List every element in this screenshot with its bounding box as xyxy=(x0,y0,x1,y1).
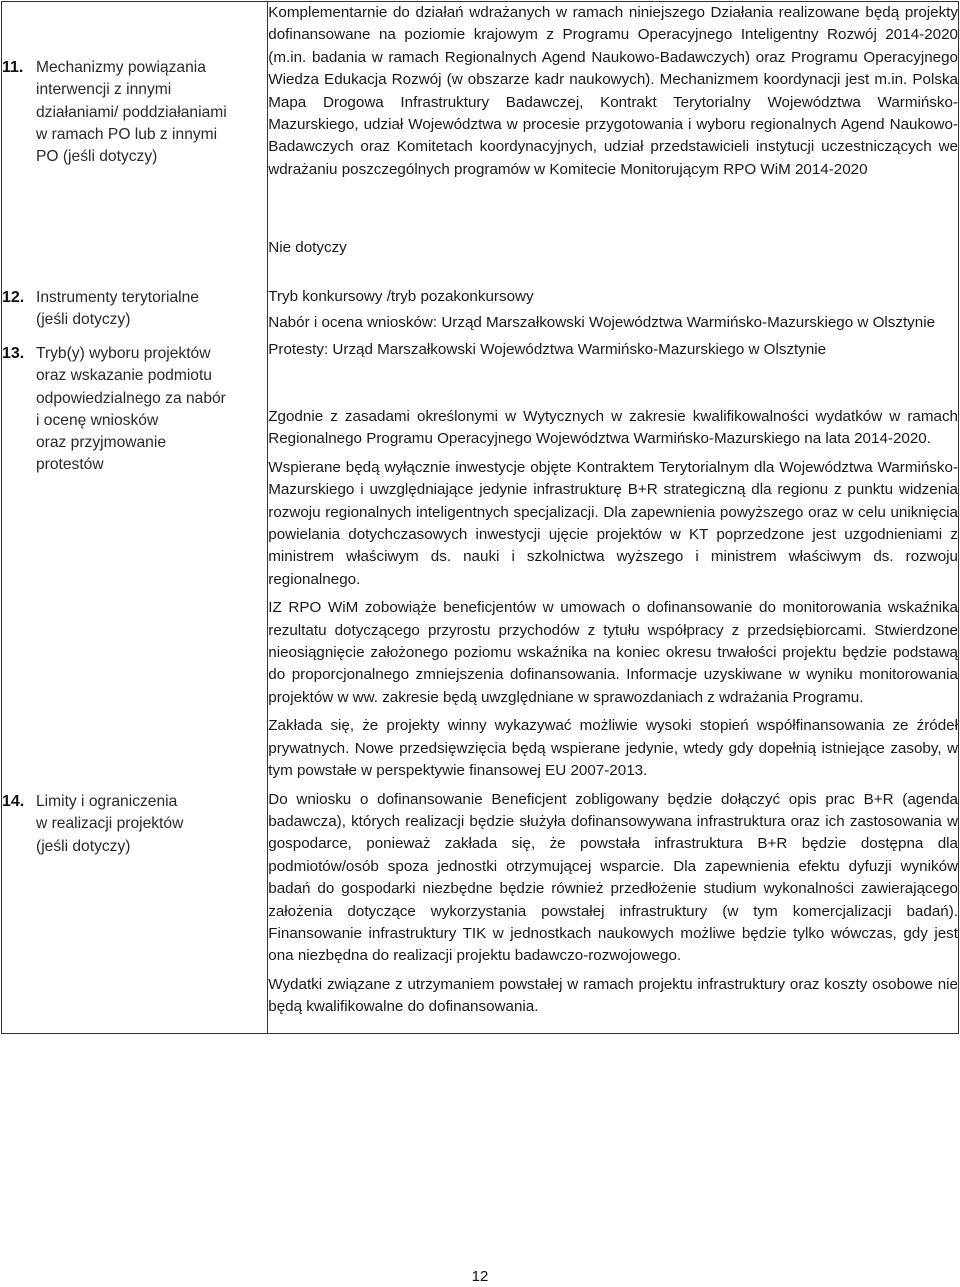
content-block-12 xyxy=(268,237,958,286)
paragraph: Zgodnie z zasadami określonymi w Wytycznych w zakresie kwalifikowalności wydatków w ramach Regionalnego Programu Operacyjnego Województwa Warmińsko-Mazurskiego na lata 2014-2020. xyxy=(268,408,958,448)
paragraph: Wspierane będą wyłącznie inwestycje objęte Kontraktem Terytorialnym dla Województwa Warmińsko-Mazurskiego i uwzględniające jedynie infrastrukturę B+R strategiczną dla regionu z punktu widzenia rozwoju regionalnych inteligentnych specjalizacji. Dla zapewnienia powyższego oraz w celu uniknięcia powielania dotychczasowych inwestycji ujęcie projektów w KT poprzedzone jest uzgodnieniami z ministrem właściwym ds. nauki i szkolnictwa wyższego i ministrem właściwym ds. rozwoju regionalnego. xyxy=(268,458,958,588)
item-number: 14. xyxy=(2,793,25,810)
table-row xyxy=(2,2,959,1034)
paragraph: Protesty: Urząd Marszałkowski Województwa Warmińsko-Mazurskiego w Olsztynie xyxy=(268,340,827,358)
item-number: 11. xyxy=(2,59,24,76)
item-label: Instrumenty terytorialne (jeśli dotyczy) xyxy=(36,289,199,329)
content-block-11 xyxy=(268,2,958,237)
paragraph: Wydatki związane z utrzymaniem powstałej w ramach projektu infrastruktury oraz koszty osobowe nie będą kwalifikowalne do dofinansowania. xyxy=(268,975,958,1016)
info-table xyxy=(1,1,959,1034)
paragraph: Nabór i ocena wniosków: Urząd Marszałkowski Województwa Warmińsko-Mazurskiego w Olsztynie xyxy=(268,314,936,332)
content-block-13 xyxy=(268,286,958,406)
row-labels-cell xyxy=(2,2,268,1034)
page-number: 12 xyxy=(471,1268,489,1285)
item-11 xyxy=(2,2,267,287)
item-14 xyxy=(2,791,267,858)
paragraph: Nie dotyczy xyxy=(268,239,347,256)
item-number: 12. xyxy=(2,289,25,306)
item-number: 13. xyxy=(2,345,25,362)
paragraph: Komplementarnie do działań wdrażanych w ramach niniejszego Działania realizowane będą projekty dofinansowane na poziomie krajowym z Programu Operacyjnego Inteligentny Rozwój 2014-2020 (m.in. badania w ramach Regionalnych Agend Naukowo-Badawczych) oraz Programu Operacyjnego Wiedza Edukacja Rozwój (w obszarze kadr naukowych). Mechanizmem koordynacji jest m.in. Polska Mapa Drogowa Infrastruktury Badawczej, Kontrakt Terytorialny Województwa Warmińsko-Mazurskiego, udział Województwa w procesie przygotowania i wyboru regionalnych Agend Naukowo-Badawczych oraz Komitetach koordynacyjnych, udział przedstawicieli instytucji uczestniczących we wdrażaniu poszczególnych programów w Komitecie Monitorującym RPO WiM 2014-2020 xyxy=(268,4,958,178)
row-content-cell xyxy=(268,2,959,1034)
paragraph: IZ RPO WiM zobowiąże beneficjentów w umowach o dofinansowanie do monitorowania wskaźnika rezultatu dotyczącego przyrostu przychodów z tytułu współpracy z przedsiębiorcami. Stwierdzone nieosiągnięcie założonego poziomu wskaźnika na koniec okresu trwałości projektu będzie podstawą do proporcjonalnego zmniejszenia dofinansowania. Informacje uzyskiwane w wyniku monitorowania projektów w ww. zakresie będą uwzględniane w sprawozdaniach z wdrażania Programu. xyxy=(268,599,958,706)
item-label: Mechanizmy powiązania interwencji z innymi działaniami/ poddziałaniami w ramach PO lub z innymi PO (jeśli dotyczy) xyxy=(36,59,227,166)
paragraph: Zakłada się, że projekty winny wykazywać możliwie wysoki stopień współfinansowania ze źródeł prywatnych. Nowe przedsięwzięcia będą wspierane jedynie, wtedy gdy dopełnią istniejące zasoby, w tym powstałe w perspektywie finansowej EU 2007-2013. xyxy=(268,717,958,780)
item-12 xyxy=(2,287,267,343)
item-13 xyxy=(2,343,267,791)
paragraph: Tryb konkursowy /tryb pozakonkursowy xyxy=(268,288,534,305)
item-label: Tryb(y) wyboru projektów oraz wskazanie podmiotu odpowiedzialnego za nabór i ocenę wniosków oraz przyjmowanie protestów xyxy=(36,345,226,474)
content-block-14 xyxy=(268,406,958,1033)
item-label: Limity i ograniczenia w realizacji projektów (jeśli dotyczy) xyxy=(36,793,184,855)
paragraph: Do wniosku o dofinansowanie Beneficjent zobligowany będzie dołączyć opis prac B+R (agenda badawcza), których realizacji będzie służyła dofinansowywana infrastruktura oraz ich zastosowania w gospodarce, ponieważ zakłada się, że powstała infrastruktura B+R będzie dostępna dla podmiotów/osób spoza jednostki otrzymującej wsparcie. Dla zapewnienia efektu dyfuzji wyników badań do gospodarki niezbędne będzie również przedłożenie studium wykonalności zawierającego założenia dotyczące wykorzystania powstałej infrastruktury (w tym komercjalizacji badań). Finansowanie infrastruktury TIK w jednostkach naukowych możliwe będzie tylko wówczas, gdy jest ona niezbędna do realizacji projektu badawczo-rozwojowego. xyxy=(268,790,958,965)
